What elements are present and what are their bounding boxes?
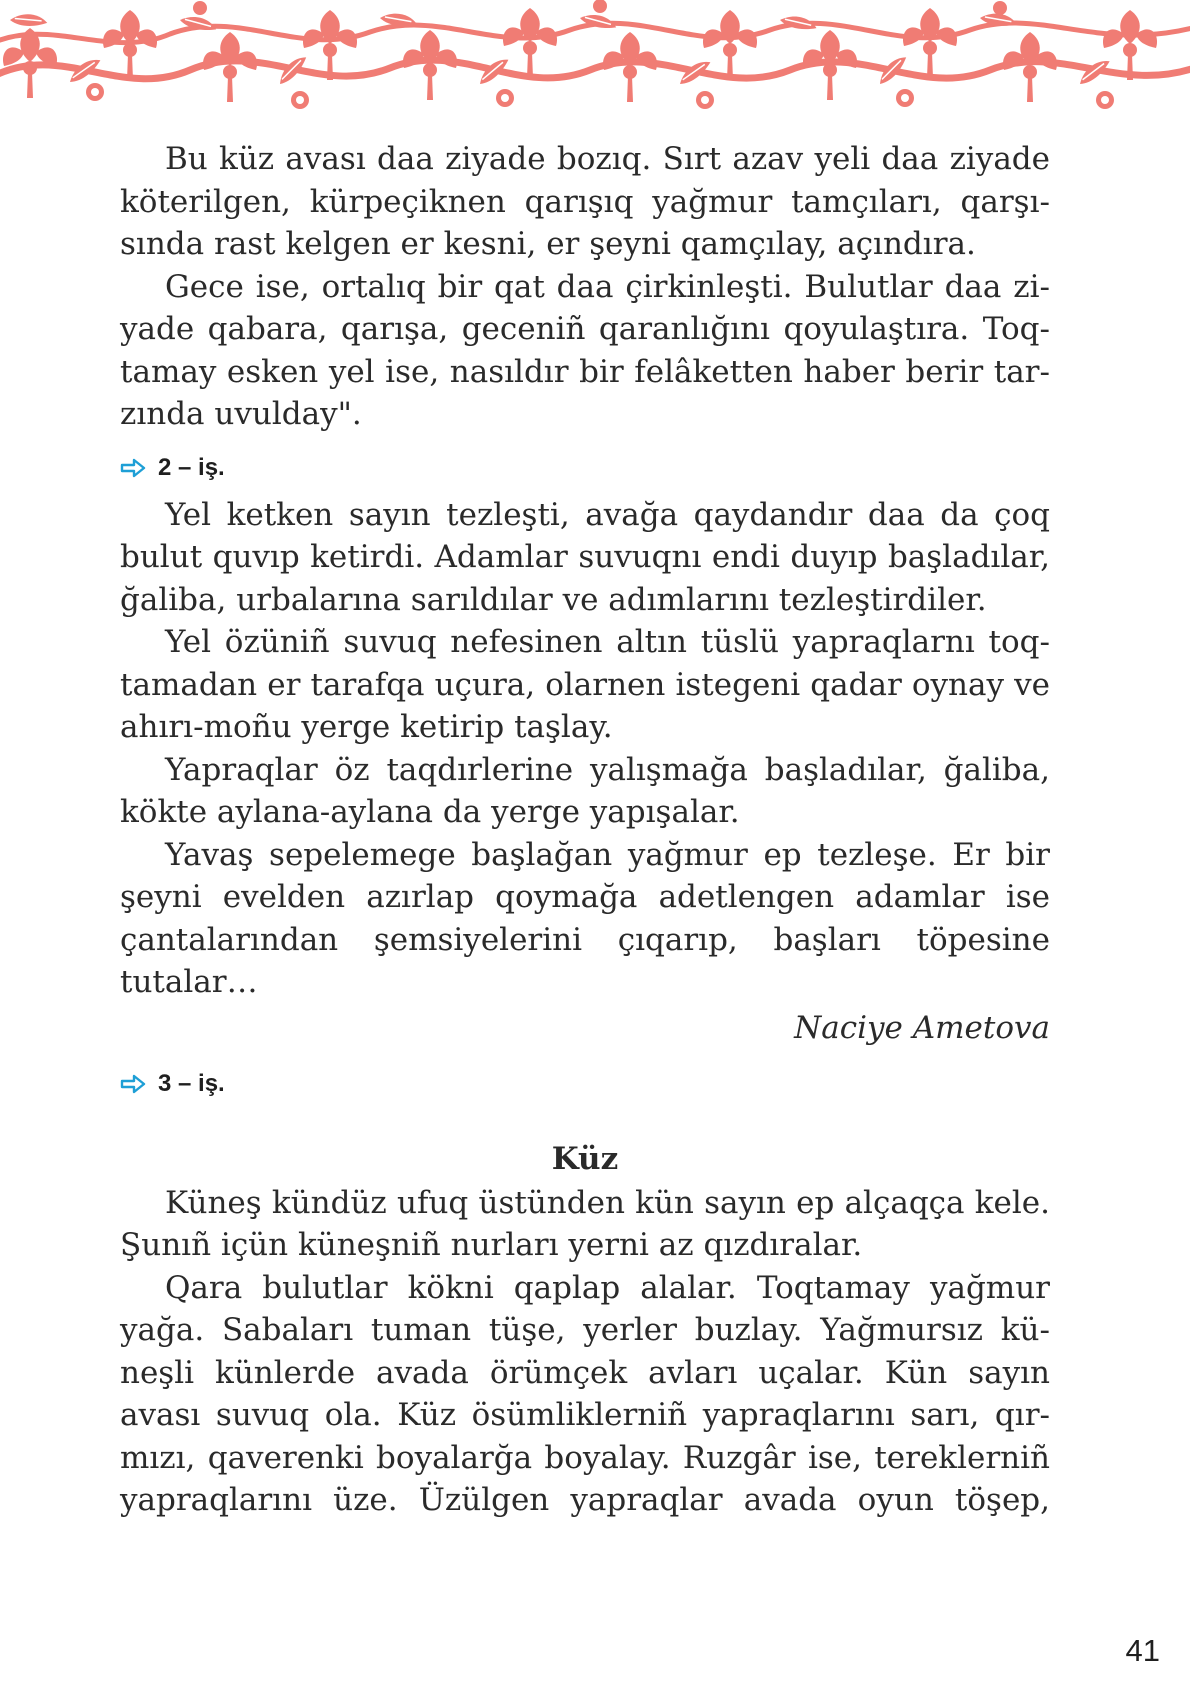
page-number: 41 [1125, 1633, 1160, 1668]
author-name: Naciye Ametova [794, 1009, 1050, 1046]
paragraph: Bu küz avası daa ziyade bozıq. Sırt azav yeli daa ziyade köterilgen, kürpeçiknen qarışıq yağmur tamçıları, qarşısında rast kelgen er kesni, er şeyni qamçılay, açındıra. [120, 141, 1050, 262]
paragraph: Qara bulutlar kökni qaplap alalar. Toqtamay yağmur yağa. Sabaları tuman tüşe, yerler buzlay. Yağmursız küneşli künlerde avada örümçek avları uçalar. Kün sayın avası suvuq ola. Küz ösümliklerniñ yapraqlarını sarı, qırmızı, qaverenki boyalarğa boyalay. Ruzgâr ise, tereklerniñ yapraqlarını üze. Üzülgen yapraqlar avada oyun töşep, [120, 1269, 1050, 1518]
arrow-right-icon [120, 1074, 146, 1094]
section-kuz [120, 1138, 1050, 1522]
section-heading: Küz [551, 1140, 619, 1177]
paragraph: Yel özüniñ suvuq nefesinen altın tüslü yapraqlarnı toqtamadan er tarafqa uçura, olarnen istegeni qadar oynay ve ahırı-moñu yerge ketirip taşlay. [120, 624, 1050, 745]
section-autumn-weather [120, 138, 1050, 436]
page-content [120, 138, 1050, 1522]
task-label: 3 – iş. [158, 1069, 225, 1097]
floral-ornament-border [0, 0, 1190, 112]
task-label: 2 – iş. [158, 453, 225, 481]
paragraph: Yel ketken sayın tezleşti, avağa qaydandır daa da çoq bulut quvıp ketirdi. Adamlar suvuqnı endi duyıp başladılar, ğaliba, urbalarına sarıldılar ve adımlarını tezleştirdiler. [120, 496, 1050, 618]
paragraph: Yavaş sepelemege başlağan yağmur ep tezleşe. Er bir şeyni evelden azırlap qoymağa adetlengen adamlar ise çantalarından şemsiyelerini çıqarıp, başları töpesine tutalar… [120, 836, 1050, 1000]
section-wind-text [120, 494, 1050, 1050]
paragraph: Yapraqlar öz taqdırlerine yalışmağa başladılar, ğaliba, kökte aylana-aylana da yerge yapışalar. [120, 751, 1050, 830]
paragraph: Gece ise, ortalıq bir qat daa çirkinleşti. Bulutlar daa ziyade qabara, qarışa, geceniñ qaranlığını qoyulaştıra. Toqtamay esken yel ise, nasıldır bir felâketten haber berir tarzında uvulday". [120, 268, 1050, 432]
arrow-right-icon [120, 458, 146, 478]
task-2-label [120, 448, 1050, 488]
task-3-label [120, 1064, 1050, 1104]
paragraph: Küneş kündüz ufuq üstünden kün sayın ep alçaqça kele. Şunıñ içün küneşniñ nurları yerni az qızdıralar. [120, 1184, 1050, 1263]
